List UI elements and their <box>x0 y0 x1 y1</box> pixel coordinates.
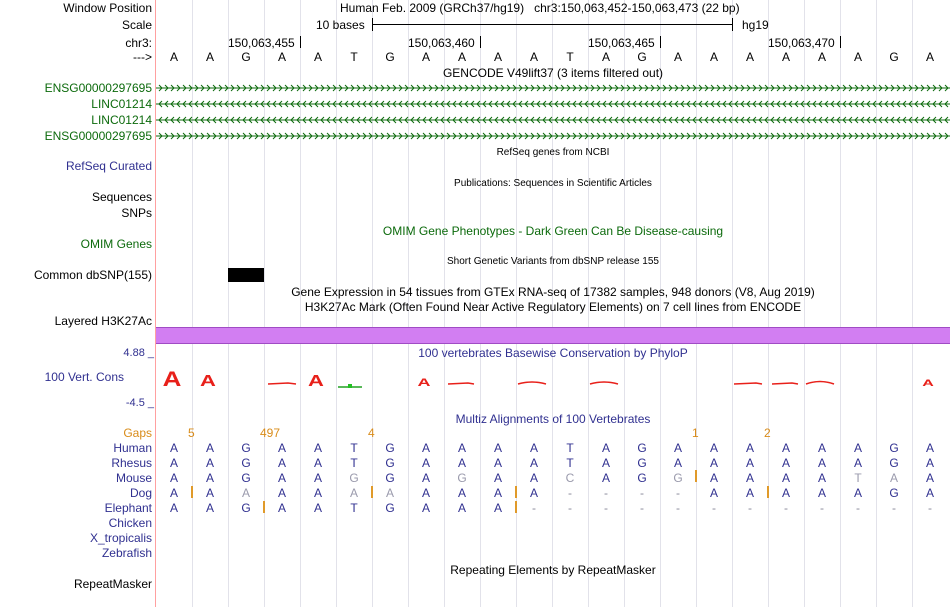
aligned-base: A <box>529 441 538 455</box>
aligned-base: A <box>457 456 466 470</box>
cons-track-title: 100 vertebrates Basewise Conservation by PhyloP <box>418 346 688 360</box>
cons-stroke <box>772 383 798 384</box>
aligned-base: A <box>205 456 214 470</box>
aligned-base: A <box>745 441 754 455</box>
aligned-base: A <box>745 471 754 485</box>
aligned-base: A <box>493 501 502 515</box>
reference-base: A <box>853 50 862 64</box>
gap-count: 2 <box>764 426 771 440</box>
omim-track-title: OMIM Gene Phenotypes - Dark Green Can Be Disease-causing <box>382 224 724 238</box>
scale-label: Scale <box>121 18 152 32</box>
aligned-base: A <box>709 441 718 455</box>
snps-track-label[interactable]: SNPs <box>121 206 152 220</box>
species-label[interactable]: Elephant <box>104 501 152 515</box>
chrom-label: chr3: <box>125 36 152 50</box>
aligned-base: - <box>568 501 572 515</box>
gtex-track-title: Gene Expression in 54 tissues from GTEx RNA-seq of 17382 samples, 948 donors (V8, Aug 2019) <box>291 285 815 299</box>
gap-count: 5 <box>188 426 195 440</box>
ruler-position: 150,063,455 <box>228 36 295 50</box>
h3k27ac-signal[interactable] <box>156 327 950 344</box>
insertion-marker <box>371 486 373 498</box>
cons-stroke <box>268 383 296 384</box>
aligned-base: A <box>205 441 214 455</box>
aligned-base: G <box>385 456 395 470</box>
insertion-marker <box>695 470 697 482</box>
aligned-base: A <box>421 441 430 455</box>
aligned-base: A <box>349 486 358 500</box>
cons-stroke <box>518 382 546 384</box>
reference-base: A <box>709 50 718 64</box>
aligned-base: - <box>892 501 896 515</box>
window-position-value: Human Feb. 2009 (GRCh37/hg19) chr3:150,063,452-150,063,473 (22 bp) <box>340 1 740 15</box>
reference-base: G <box>385 50 395 64</box>
aligned-base: A <box>709 471 718 485</box>
reference-base: G <box>241 50 251 64</box>
aligned-base: A <box>277 456 286 470</box>
aligned-base: A <box>925 456 934 470</box>
scale-bar-start <box>372 18 373 31</box>
aligned-base: A <box>781 486 790 500</box>
reference-base: A <box>601 50 610 64</box>
aligned-base: G <box>385 501 395 515</box>
aligned-base: T <box>854 471 862 485</box>
species-label[interactable]: Mouse <box>115 471 152 485</box>
aligned-base: A <box>529 471 538 485</box>
aligned-base: - <box>640 486 644 500</box>
ruler-tick <box>660 36 661 48</box>
aligned-base: T <box>350 501 358 515</box>
scale-bar-end <box>732 18 733 31</box>
aligned-base: A <box>205 471 214 485</box>
publications-track-title: Publications: Sequences in Scientific Articles <box>454 178 652 189</box>
aligned-base: T <box>566 441 574 455</box>
aligned-base: G <box>889 456 899 470</box>
aligned-base: T <box>566 456 574 470</box>
reference-base: A <box>673 50 682 64</box>
aligned-base: G <box>637 441 647 455</box>
aligned-base: A <box>529 456 538 470</box>
aligned-base: - <box>928 501 932 515</box>
scale-bar <box>372 24 733 25</box>
aligned-base: - <box>568 486 572 500</box>
cons-logo <box>156 362 950 396</box>
aligned-base: - <box>532 501 536 515</box>
aligned-base: A <box>169 486 178 500</box>
aligned-base: T <box>350 456 358 470</box>
reference-base: T <box>350 50 358 64</box>
aligned-base: - <box>820 501 824 515</box>
aligned-base: G <box>457 471 467 485</box>
scale-db: hg19 <box>742 18 769 32</box>
insertion-marker <box>767 486 769 498</box>
cons-stroke <box>734 383 762 384</box>
window-position-label: Window Position <box>63 1 152 15</box>
insertion-marker <box>515 501 517 513</box>
aligned-base: A <box>277 486 286 500</box>
aligned-base: A <box>313 501 322 515</box>
aligned-base: A <box>673 441 682 455</box>
aligned-base: A <box>421 456 430 470</box>
cons-stroke <box>590 382 618 384</box>
aligned-base: A <box>709 486 718 500</box>
aligned-base: A <box>169 501 178 515</box>
aligned-base: G <box>637 456 647 470</box>
gencode-gene-body[interactable] <box>156 114 950 128</box>
aligned-base: A <box>745 456 754 470</box>
reference-base: A <box>925 50 934 64</box>
aligned-base: C <box>565 471 575 485</box>
aligned-base: A <box>817 456 826 470</box>
dbsnp-track-label[interactable]: Common dbSNP(155) <box>33 268 152 282</box>
dbsnp-track-title: Short Genetic Variants from dbSNP release 155 <box>447 256 659 267</box>
multiz-track-title: Multiz Alignments of 100 Vertebrates <box>455 412 651 426</box>
reference-base: G <box>889 50 899 64</box>
aligned-base: A <box>457 486 466 500</box>
h3k27ac-track-title: H3K27Ac Mark (Often Found Near Active Regulatory Elements) on 7 cell lines from ENCODE <box>304 300 802 314</box>
aligned-base: A <box>925 471 934 485</box>
aligned-base: G <box>385 471 395 485</box>
aligned-base: A <box>241 486 250 500</box>
reference-base: A <box>421 50 430 64</box>
cons-track-label[interactable]: 100 Vert. Cons <box>44 370 124 384</box>
reference-base: A <box>817 50 826 64</box>
cons-letter: A <box>922 378 934 389</box>
gencode-gene-body[interactable] <box>156 130 950 144</box>
aligned-base: A <box>169 471 178 485</box>
reference-base: A <box>313 50 322 64</box>
aligned-base: A <box>601 441 610 455</box>
reference-base: A <box>205 50 214 64</box>
gencode-gene-label[interactable]: ENSG00000297695 <box>44 129 152 143</box>
aligned-base: A <box>529 486 538 500</box>
ruler-position: 150,063,470 <box>768 36 835 50</box>
aligned-base: - <box>604 486 608 500</box>
aligned-base: - <box>676 501 680 515</box>
reference-base: A <box>781 50 790 64</box>
scale-value: 10 bases <box>316 18 365 32</box>
cons-letter: A <box>417 377 431 389</box>
insertion-marker <box>515 486 517 498</box>
aligned-base: A <box>313 471 322 485</box>
aligned-base: A <box>601 471 610 485</box>
aligned-base: G <box>241 441 251 455</box>
aligned-base: G <box>241 471 251 485</box>
reference-base: A <box>493 50 502 64</box>
aligned-base: A <box>745 486 754 500</box>
reference-base: T <box>566 50 574 64</box>
aligned-base: A <box>457 441 466 455</box>
reference-base: A <box>277 50 286 64</box>
aligned-base: A <box>781 441 790 455</box>
aligned-base: T <box>350 441 358 455</box>
aligned-base: - <box>712 501 716 515</box>
gap-count: 497 <box>260 426 281 440</box>
aligned-base: - <box>604 501 608 515</box>
aligned-base: A <box>493 456 502 470</box>
aligned-base: - <box>640 501 644 515</box>
sequences-track-label[interactable]: Sequences <box>91 190 152 204</box>
gaps-label: Gaps <box>123 426 152 440</box>
aligned-base: G <box>385 441 395 455</box>
cons-min-label: -4.5 _ <box>125 397 154 409</box>
aligned-base: G <box>889 486 899 500</box>
dbsnp-variant[interactable] <box>228 268 264 282</box>
aligned-base: G <box>889 441 899 455</box>
insertion-marker <box>191 486 193 498</box>
aligned-base: A <box>889 471 898 485</box>
cons-max-label: 4.88 _ <box>123 347 154 359</box>
species-label[interactable]: Chicken <box>108 516 152 530</box>
reference-base: A <box>457 50 466 64</box>
aligned-base: - <box>748 501 752 515</box>
aligned-base: A <box>457 501 466 515</box>
aligned-base: A <box>817 471 826 485</box>
aligned-base: A <box>781 456 790 470</box>
aligned-base: A <box>421 471 430 485</box>
aligned-base: A <box>925 486 934 500</box>
aligned-base: G <box>241 501 251 515</box>
cons-neg-mark <box>348 384 352 388</box>
aligned-base: G <box>673 471 683 485</box>
aligned-base: - <box>676 486 680 500</box>
gap-count: 1 <box>692 426 699 440</box>
reference-base: A <box>169 50 178 64</box>
insertion-marker <box>263 501 265 513</box>
aligned-base: G <box>637 471 647 485</box>
aligned-base: A <box>817 441 826 455</box>
omim-track-label[interactable]: OMIM Genes <box>80 237 152 251</box>
reference-base: G <box>637 50 647 64</box>
cons-letter: A <box>200 372 216 390</box>
aligned-base: A <box>277 501 286 515</box>
species-label[interactable]: Dog <box>129 486 152 500</box>
aligned-base: A <box>313 486 322 500</box>
aligned-base: A <box>925 441 934 455</box>
cons-letter: A <box>308 372 324 390</box>
species-label[interactable]: Rhesus <box>111 456 152 470</box>
aligned-base: A <box>673 456 682 470</box>
ruler-tick <box>480 36 481 48</box>
ruler-tick <box>840 36 841 48</box>
ruler-position: 150,063,460 <box>408 36 475 50</box>
aligned-base: A <box>853 441 862 455</box>
cons-letter: A <box>162 367 182 391</box>
species-label[interactable]: Human <box>113 441 152 455</box>
species-label[interactable]: Zebrafish <box>101 546 152 560</box>
aligned-base: A <box>493 441 502 455</box>
aligned-base: - <box>784 501 788 515</box>
gencode-gene-label[interactable]: LINC01214 <box>91 113 152 127</box>
aligned-base: A <box>781 471 790 485</box>
aligned-base: A <box>205 486 214 500</box>
refseq-track-title: RefSeq genes from NCBI <box>496 147 610 158</box>
ruler-position: 150,063,465 <box>588 36 655 50</box>
aligned-base: A <box>277 471 286 485</box>
refseq-track-label[interactable]: RefSeq Curated <box>65 159 152 173</box>
aligned-base: G <box>241 456 251 470</box>
aligned-base: A <box>205 501 214 515</box>
species-label[interactable]: X_tropicalis <box>89 531 152 545</box>
gap-count: 4 <box>368 426 375 440</box>
aligned-base: A <box>277 441 286 455</box>
aligned-base: A <box>853 456 862 470</box>
gencode-gene-body[interactable] <box>156 98 950 112</box>
aligned-base: A <box>313 441 322 455</box>
reference-base: A <box>745 50 754 64</box>
aligned-base: A <box>493 486 502 500</box>
aligned-base: A <box>169 441 178 455</box>
aligned-base: G <box>349 471 359 485</box>
aligned-base: A <box>313 456 322 470</box>
gencode-gene-body[interactable] <box>156 82 950 96</box>
cons-stroke <box>448 383 474 384</box>
aligned-base: - <box>856 501 860 515</box>
aligned-base: A <box>817 486 826 500</box>
aligned-base: A <box>421 501 430 515</box>
aligned-base: A <box>385 486 394 500</box>
aligned-base: A <box>493 471 502 485</box>
aligned-base: A <box>169 456 178 470</box>
cons-stroke <box>806 382 834 385</box>
repeatmasker-track-label[interactable]: RepeatMasker <box>73 577 152 591</box>
aligned-base: A <box>853 486 862 500</box>
gencode-gene-label[interactable]: ENSG00000297695 <box>44 81 152 95</box>
strand-arrow-label: ---> <box>133 50 152 64</box>
gencode-track-title: GENCODE V49lift37 (3 items filtered out) <box>442 66 664 80</box>
aligned-base: A <box>709 456 718 470</box>
repeatmasker-track-title: Repeating Elements by RepeatMasker <box>450 563 656 577</box>
ruler-tick <box>300 36 301 48</box>
h3k27ac-track-label[interactable]: Layered H3K27Ac <box>54 314 152 328</box>
reference-base: A <box>529 50 538 64</box>
aligned-base: A <box>601 456 610 470</box>
gencode-gene-label[interactable]: LINC01214 <box>91 97 152 111</box>
aligned-base: A <box>421 486 430 500</box>
